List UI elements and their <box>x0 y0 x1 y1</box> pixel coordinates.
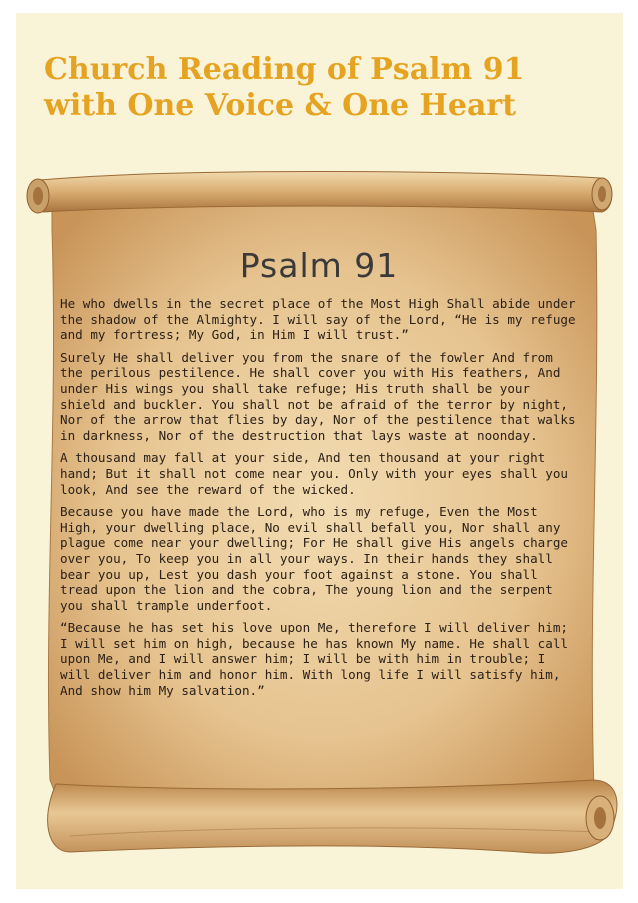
title-line-2: with One Voice & One Heart <box>44 88 517 123</box>
psalm-heading: Psalm 91 <box>239 246 399 285</box>
title-line-1: Church Reading of Psalm 91 <box>44 52 525 87</box>
verse-paragraph: A thousand may fall at your side, And ten thousand at your right hand; But it shall not come near you. Only with your eyes shall you look, And see the reward of the wicked. <box>60 450 568 497</box>
verse-paragraph: Because you have made the Lord, who is my refuge, Even the Most High, your dwelling place, No evil shall befall you, Nor shall any plague come near your dwelling; For He shall give His angels charge over you, To keep you in all your ways. In their hands they shall bear you up, Lest you dash your foot against a stone. You shall tread upon the lion and the cobra, The young lion and the serpent you shall trample underfoot. <box>60 504 568 613</box>
verse-paragraph: “Because he has set his love upon Me, therefore I will deliver him; I will set him on high, because he has known My name. He shall call upon Me, and I will answer him; I will be with him in trouble; I will deliver him and honor him. With long life I will satisfy him, And show him My salvation.” <box>60 620 568 698</box>
psalm-text <box>60 296 580 705</box>
bottom-scroll-roll <box>48 780 617 853</box>
verse-paragraph: He who dwells in the secret place of the Most High Shall abide under the shadow of the Almighty. I will say of the Lord, “He is my refuge and my fortress; My God, in Him I will trust.” <box>60 296 576 343</box>
verse-paragraph: Surely He shall deliver you from the snare of the fowler And from the perilous pestilence. He shall cover you with His feathers, And under His wings you shall take refuge; His truth shall be your shield and buckler. You shall not be afraid of the terror by night, Nor of the arrow that flies by day, Nor of the pestilence that walks in darkness, Nor of the destruction that lays waste at noonday. <box>60 349 576 443</box>
